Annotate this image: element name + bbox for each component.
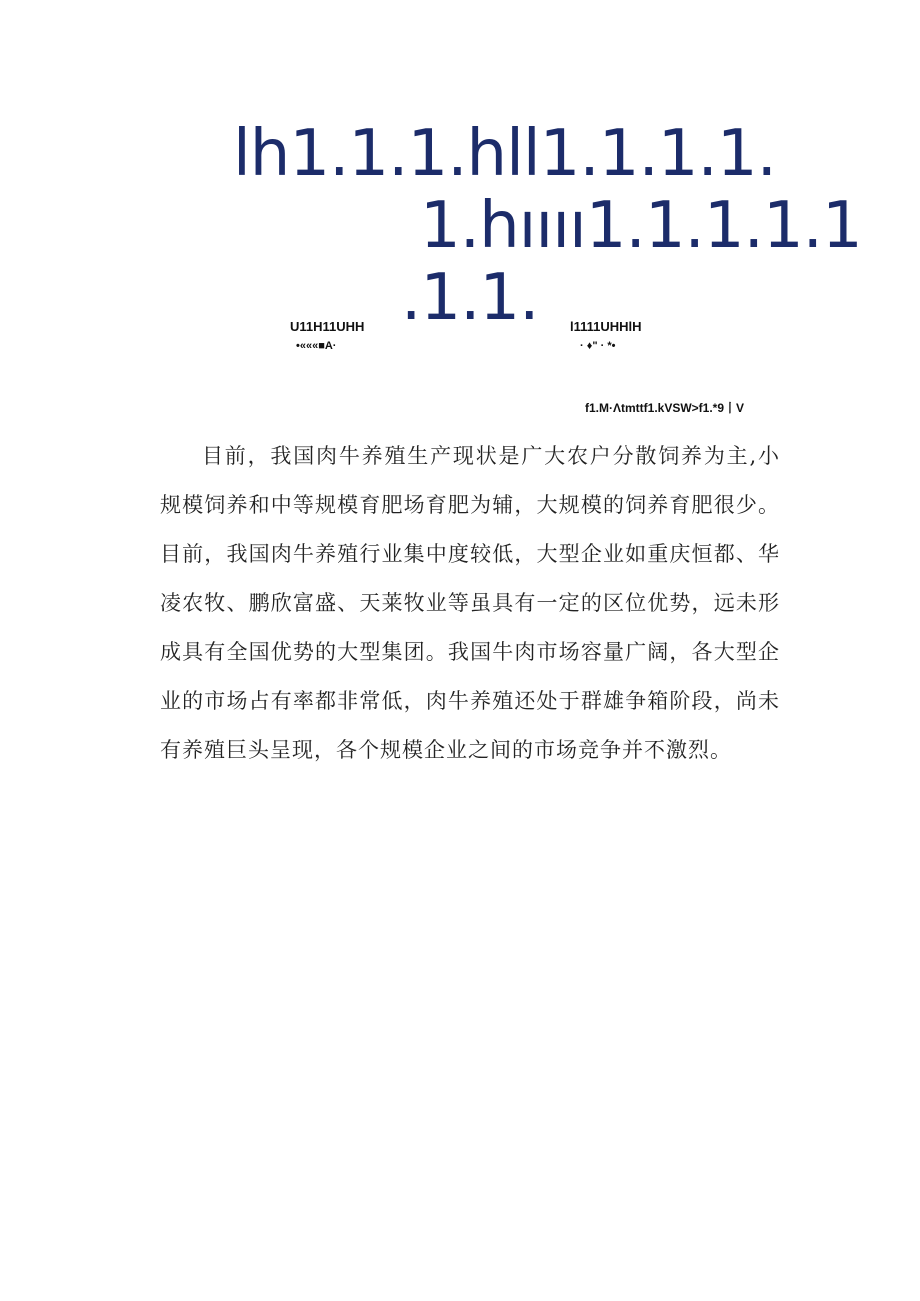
right-sub-label: · ♦" · *• [580,340,616,352]
left-sub-label: •«««■A· [296,340,337,352]
right-code-label: l1111UHHlH [570,319,642,334]
title-line-3: .1.1. [401,261,539,335]
left-code-label: U11H11UHH [290,319,365,334]
title-line-2: 1.hıııı1.1.1.1.1 [420,189,862,263]
title-line-1: lh1.1.1.hll1.1.1.1. [233,117,776,191]
body-paragraph: 目前，我国肉牛养殖生产现状是广大农户分散饲养为主,小规模饲养和中等规模育肥场育肥为辅，大规模的饲养育肥很少。目前，我国肉牛养殖行业集中度较低，大型企业如重庆恒都、华凌农牧、鹏欣富盛、天莱牧业等虽具有一定的区位优势，远未形成具有全国优势的大型集团。我国牛肉市场容量广阔，各大型企业的市场占有率都非常低，肉牛养殖还处于群雄争箱阶段，尚未有养殖巨头呈现，各个规模企业之间的市场竞争并不激烈。 [160,444,780,762]
section-header-line: f1.M·Λtmttf1.kVSW>f1.*9丨V [585,401,745,415]
